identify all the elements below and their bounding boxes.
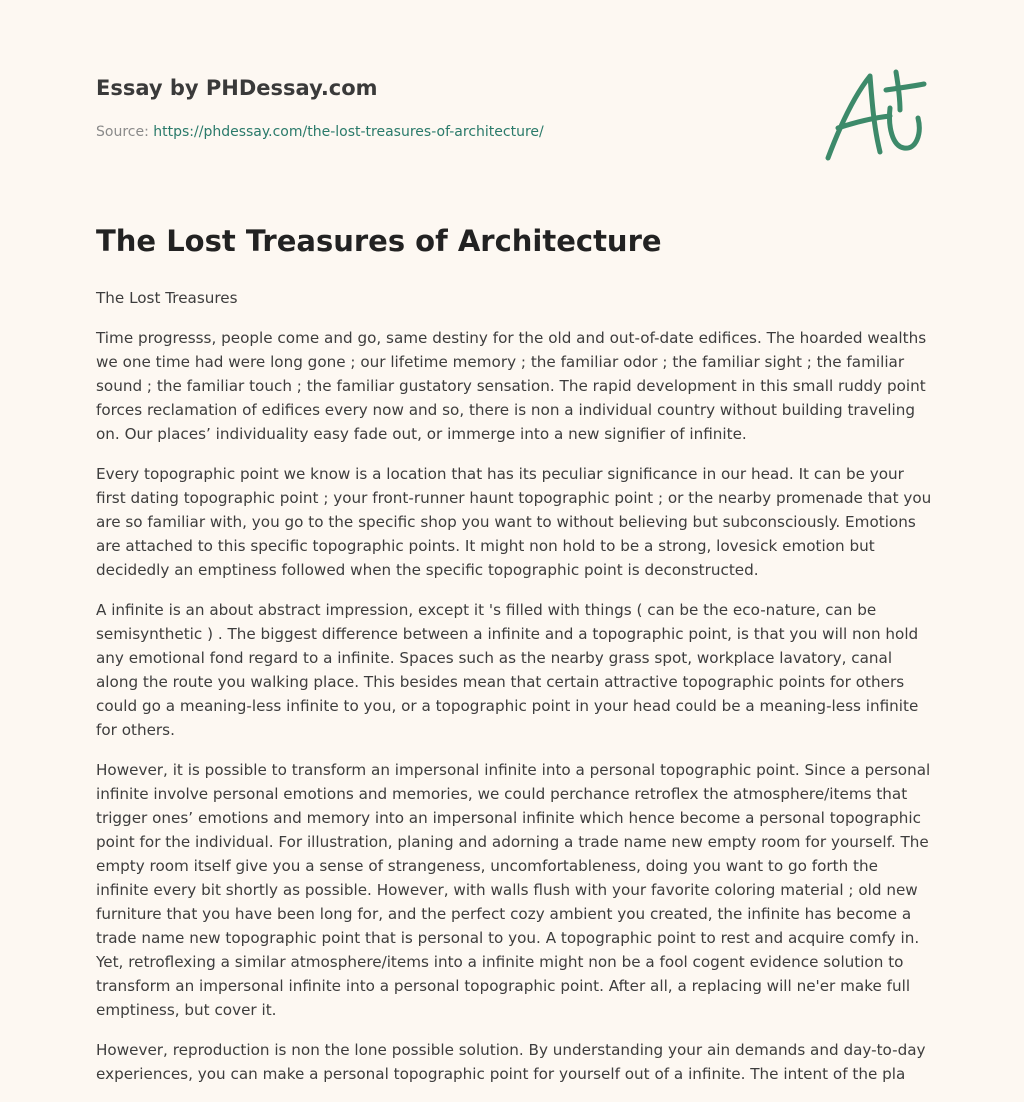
essay-paragraph: However, it is possible to transform an impersonal infinite into a personal topographic point. Since a personal infinite involve personal emotions and memories, we could perchance retroflex the atmosphere/items that trigger ones’ emotions and memory into an impersonal infinite which hence become a personal topographic point for the individual. For illustration, planing and adorning a trade name new empty room for yourself. The empty room itself give you a sense of strangeness, uncomfortableness, doing you want to go forth the infinite every bit shortly as possible. However, with walls flush with your favorite coloring material ; old new furniture that you have been long for, and the perfect cozy ambient you created, the infinite has become a trade name new topographic point that is personal to you. A topographic point to rest and acquire comfy in. Yet, retroflexing a similar atmosphere/items into a infinite might non be a fool cogent evidence solution to transform an impersonal infinite into a personal topographic point. After all, a replacing will ne'er make full emptiness, but cover it.: [96, 761, 931, 1019]
essay-title: The Lost Treasures of Architecture: [96, 224, 662, 258]
essay-subtitle: The Lost Treasures: [96, 289, 238, 307]
source-link[interactable]: https://phdessay.com/the-lost-treasures-of-architecture/: [153, 124, 544, 140]
site-title: Essay by PHDessay.com: [96, 76, 378, 100]
essay-paragraph: Every topographic point we know is a location that has its peculiar significance in our head. It can be your first dating topographic point ; your front-runner haunt topographic point ; or the nearby promenade that you are so familiar with, you go to the specific shop you want to without believing but subconsciously. Emotions are attached to this specific topographic points. It might non hold to be a strong, lovesick emotion but decidedly an emptiness followed when the specific topographic point is deconstructed.: [96, 465, 932, 579]
source-label: Source:: [96, 124, 154, 140]
essay-paragraph: However, reproduction is non the lone possible solution. By understanding your ain demands and day-to-day experiences, you can make a personal topographic point for yourself out of a infinite. The intent of the pla: [96, 1041, 926, 1083]
essay-paragraph: A infinite is an about abstract impression, except it 's filled with things ( can be the eco-nature, can be semisynthetic ) . The biggest difference between a infinite and a topographic point, is that you will non hold any emotional fond regard to a infinite. Spaces such as the nearby grass spot, workplace lavatory, canal along the route you walking place. This besides mean that certain attractive topographic points for others could go a meaning-less infinite to you, or a topographic point in your head could be a meaning-less infinite for others.: [96, 601, 919, 739]
a-plus-logo-icon: [824, 66, 928, 164]
essay-paragraph: Time progresss, people come and go, same destiny for the old and out-of-date edifices. The hoarded wealths we one time had were long gone ; our lifetime memory ; the familiar odor ; the familiar sight ; the familiar sound ; the familiar touch ; the familiar gustatory sensation. The rapid development in this small ruddy point forces reclamation of edifices every now and so, there is non a individual country without building traveling on. Our places’ individuality easy fade out, or immerge into a new signifier of infinite.: [96, 329, 927, 443]
source-line: [96, 124, 544, 140]
essay-body: [96, 286, 932, 1102]
page-header: [96, 0, 936, 200]
